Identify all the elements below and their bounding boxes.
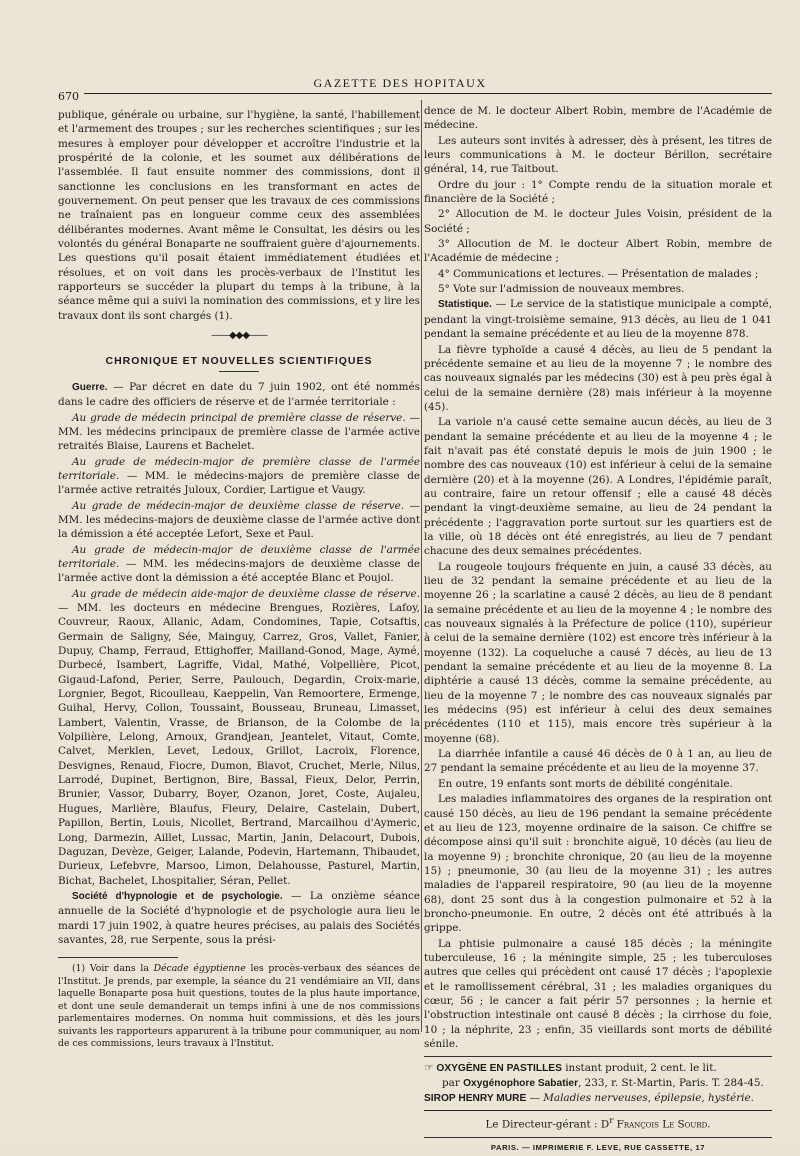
grade-paragraph-1 <box>58 411 420 454</box>
footnote-title: Décade égyptienne <box>153 963 246 975</box>
footnote-text: les procès-verbaux des séances de l'Institut. Je prends, par exemple, la séance du 21 vendémiaire an VII, dans laquelle Bonaparte posa huit questions, toutes de la plus haute importance, et dont une seule demanderait un temps infini à une de nos commissions parlementaires modernes. On nomma huit commissions, et dès les jours suivants les rapporteurs apparurent à la tribune pour communiquer, au nom de ces commissions, leurs travaux à l'Institut. <box>58 963 420 1050</box>
paragraph: La phtisie pulmonaire a causé 185 décès ; la méningite tuberculeuse, 16 ; la méningite simple, 25 ; les tuberculoses autres que celles qui précèdent ont causé 17 décès ; l'apoplexie et le ramollissement cérébral, 31 ; les maladies organiques du cœur, 56 ; le cancer a fait périr 57 personnes ; la hernie et l'obstruction intestinale ont causé 8 décès ; la cirrhose du foie, 10 ; la néphrite, 23 ; enfin, 35 vieillards sont morts de débilité sénile. <box>424 937 772 1050</box>
paragraph: Les auteurs sont invités à adresser, dès à présent, les titres de leurs communications à M. le docteur Bérillon, secrétaire général, 14, rue Taitbout. <box>424 134 772 176</box>
grade-paragraph-4 <box>58 543 420 586</box>
grade-paragraph-5 <box>58 587 420 888</box>
hypnology-lead: Société d'hypnologie et de psychologie. <box>72 890 283 902</box>
footnote-rule <box>58 957 178 958</box>
page-number: 670 <box>58 90 79 103</box>
advert-brand: Oxygénophore Sabatier <box>463 1078 579 1090</box>
footnote <box>58 963 420 1051</box>
paragraph: La fièvre typhoïde a causé 4 décès, au lieu de 5 pendant la précédente semaine et au lieu de la moyenne 7 ; le nombre des cas nouveaux signalés par les médecins (30) est à peu près égal à celui de la semaine dernière (28) mais inférieur à la moyenne (45). <box>424 343 772 413</box>
grade-text: — MM. les docteurs en médecine Brengues, Rozières, Lafoy, Couvreur, Raoux, Allanic, Adam, Condomines, Tapie, Cotsaftis, Germain de Saligny, Sée, Mainguy, Carrez, Gros, Vallet, Fanier, Dupuy, Champ, Ferraud, Ettighoffer, Mailland-Gonod, Mage, Aymé, Durbecé, Isambert, Lagriffe, Vidal, Mathé, Volpellière, Picot, Gigaud-Lafond, Perier, Serre, Paulouch, Degardin, Croix-marie, Lorgnier, Begot, Ricoulleau, Kaeppelin, Van Remoortere, Ermenge, Guihal, Hervy, Collon, Toussaint, Bousseau, Bruneau, Limasset, Lambert, Valentin, Vrasse, de Brianson, de la Colombe de la Volpilière, Lelong, Arnoux, Grandjean, Jeantelet, Vitaut, Comte, Calvet, Merklen, Levet, Ledoux, Grillot, Lacroix, Florence, Desvignes, Renaud, Fiocre, Dumon, Blavot, Cruchet, Merle, Nilus, Larrodé, Dupinet, Bertignon, Bire, Bassal, Fieux, Delor, Perrin, Brunier, Vassor, Dubarry, Boyer, Ozanon, Joret, Coste, Aujaleu, Hugues, Marlière, Blaufus, Fleury, Delaire, Castelain, Dubert, Papillon, Bertin, Louis, Nicollet, Bertrand, Marcailhou d'Aymeric, Long, Darmezin, Aillet, Lussac, Martin, Janin, Delacourt, Dubois, Daguzan, Devèze, Geiger, Lalande, Podevin, Hartemann, Thibaudet, Durieux, Lefebvre, Marsoo, Limon, Delahousse, Pasturel, Martin, Bichat, Bachelet, Lhospitalier, Séran, Pellet. <box>58 602 420 887</box>
hypnology-paragraph <box>58 889 420 947</box>
statistics-text: — Le service de la statistique municipale a compté, pendant la vingt-troisième semaine, 913 décès, au lieu de 1 041 pendant la semaine précédente et au lieu de la moyenne 878. <box>424 298 772 341</box>
statistics-paragraph <box>424 297 772 341</box>
paragraph: dence de M. le docteur Albert Robin, membre de l'Académie de médecine. <box>424 105 772 132</box>
advert-text: instant produit, 2 cent. le lit. <box>561 1062 717 1075</box>
paragraph: 2° Allocution de M. le docteur Jules Voisin, président de la Société ; <box>424 208 772 235</box>
guerre-paragraph <box>58 380 420 410</box>
guerre-lead: Guerre. <box>72 381 108 393</box>
paragraph: La rougeole toujours fréquente en juin, a causé 33 décès, au lieu de 32 pendant la semaine précédente et au lieu de la moyenne 26 ; la scarlatine a causé 2 décès, au lieu de 8 pendant la semaine précédente et au lieu de la moyenne 4 ; le nombre des cas nouveaux signalés à la Préfecture de police (110), supérieur à celui de la semaine dernière (102) est encore très inférieur à la moyenne (132). La coqueluche a causé 7 décès, au lieu de 13 pendant la semaine précédente et au lieu de la moyenne 8. La diphtérie a causé 13 décès, comme la semaine précédente, au lieu de la moyenne 7 ; le nombre des cas nouveaux signalés par les médecins (95) est inférieur à celui des deux semaines précédentes (110 et 115), mais encore très supérieur à la moyenne (68). <box>424 560 772 745</box>
paragraph: 3° Allocution de M. le docteur Albert Robin, membre de l'Académie de médecine ; <box>424 238 772 265</box>
paragraph: Ordre du jour : 1° Compte rendu de la situation morale et financière de la Société ; <box>424 178 772 206</box>
advert-text: — Maladies nerveuses, épilepsie, hystérie. <box>526 1092 754 1105</box>
advert-text: par <box>442 1077 464 1090</box>
paragraph: 5° Vote sur l'admission de nouveaux membres. <box>438 283 685 296</box>
grade-text: — MM. les médecins-majors de deuxième classe de l'armée active dont la démission a été acceptée Blanc et Poujol. <box>58 557 420 585</box>
paragraph: Les maladies inflammatoires des organes de la respiration ont causé 150 décès, au lieu de 196 pendant la semaine précédente et au lieu de 123, moyenne ordinaire de la saison. Ce chiffre se décompose ainsi qu'il suit : bronchite aiguë, 10 décès (au lieu de la moyenne 9) ; bronchite chronique, 20 (au lieu de la moyenne 15) ; pneumonie, 30 (au lieu de la moyenne 31) ; les autres maladies de l'appareil respiratoire, 90 (au lieu de la moyenne 68), dont 25 sont dus à la congestion pulmonaire et 52 à la broncho-pneumonie. En outre, 2 décès ont été attribués à la grippe. <box>424 793 772 935</box>
left-column <box>58 108 420 1052</box>
grade-text: — MM. le médecins-majors de première classe de l'armée active retraités Juloux, Cordier, Lartigue et Vaugy. <box>58 469 420 497</box>
grade-title: Au grade de médecin-major de deuxième classe de l'armée territoriale. <box>58 543 420 570</box>
footnote-text: (1) Voir dans la <box>72 963 154 975</box>
heading-rule <box>219 371 259 372</box>
paragraph: La variole n'a causé cette semaine aucun décès, au lieu de 3 pendant la semaine précédente et au lieu de la moyenne 4 ; le fait n'avait pas été constaté depuis le mois de juin 1900 ; le nombre des cas nouveaux (10) est inférieur à celui de la semaine dernière (20) et à la moyenne (26). A Londres, l'épidémie paraît, au contraire, faire un retour offensif ; elle a causé 48 décès pendant la vingt-deuxième semaine, au lieu de 24 pendant la précédente ; l'aggravation porte surtout sur les quartiers est de la ville, où 18 décès ont été enregistrés, au lieu de 7 pendant chacune des deux semaines précédentes. <box>424 416 772 558</box>
grade-title: Au grade de médecin-major de deuxième classe de réserve. <box>72 499 405 512</box>
grade-text: — MM. les médecins-majors de deuxième classe de l'armée active dont la démission a été acceptée Lefort, Sexe et Paul. <box>58 499 420 541</box>
grade-text: — MM. les médecins principaux de première classe de l'armée active retraités Blaise, Laurens et Bachelet. <box>58 411 420 453</box>
gerant-sup: r <box>609 1116 614 1127</box>
ornament-divider: ——◆◆◆—— <box>210 330 268 342</box>
section-heading: CHRONIQUE ET NOUVELLES SCIENTIFIQUES <box>105 354 373 367</box>
advert-sirop <box>424 1091 772 1106</box>
grade-title: Au grade de médecin aide-major de deuxième classe de réserve. <box>72 587 420 600</box>
pointing-hand-icon: ☞ <box>424 1062 434 1075</box>
grade-title: Au grade de médecin principal de première classe de réserve. <box>72 411 406 424</box>
advert-brand: OXYGÈNE EN PASTILLES <box>436 1063 562 1075</box>
printer-imprint: PARIS. — IMPRIMERIE F. LEVE, RUE CASSETTE, 17 <box>424 1137 772 1155</box>
header-rule <box>84 93 772 94</box>
gerant-label: Le Directeur-gérant : D <box>485 1118 610 1131</box>
guerre-text: — Par décret en date du 7 juin 1902, ont été nommés dans le cadre des officiers de réserve et de l'armée territoriale : <box>58 380 420 409</box>
paragraph: 4° Communications et lectures. — Présentation de malades ; <box>438 267 759 280</box>
advert-text: , 233, r. St-Martin, Paris. T. 284-45. <box>578 1077 764 1090</box>
right-column <box>424 104 772 1156</box>
hypnology-text: — La onzième séance annuelle de la Société d'hypnologie et de psychologie aura lieu le mardi 17 juin 1902, à quatre heures précises, au palais des Sociétés savantes, 28, rue Serpente, sous la prési- <box>58 889 420 946</box>
statistics-lead: Statistique. <box>438 299 492 311</box>
advert-brand: SIROP HENRY MURE <box>424 1093 527 1105</box>
advert-rule <box>424 1056 772 1057</box>
running-title: GAZETTE DES HOPITAUX <box>313 76 487 90</box>
advert-oxygene <box>424 1061 772 1076</box>
gerant-name: François Le Sourd. <box>613 1118 711 1131</box>
grade-paragraph-2 <box>58 455 420 498</box>
directeur-gerant <box>424 1110 772 1132</box>
column-divider <box>421 100 422 1032</box>
paragraph: En outre, 19 enfants sont morts de débilité congénitale. <box>438 777 733 790</box>
grade-title: Au grade de médecin-major de première classe de l'armée territoriale. <box>58 455 420 482</box>
intro-paragraph: publique, générale ou urbaine, sur l'hygiène, la santé, l'habillement et l'armement des troupes ; sur les recherches scientifiques ; sur les mesures à employer pour développer et accroître l'industrie et la prospérité de la colonie, et les soumet aux délibérations de l'assemblée. Il faut ensuite nommer des commissions, dont il sanctionne les conclusions en les transformant en actes de gouvernement. On peut penser que les travaux de ces commissions ne traînaient pas en longueur comme ceux des assemblées délibérantes modernes. Avant même le Consultat, les désirs ou les volontés du général Bonaparte ne souffraient guère d'ajournements. Les questions qu'il posait étaient immédiatement étudiées et résolues, et on voit dans les procès-verbaux de l'Institut les rapporteurs se succéder la plupart du temps à la tribune, à la séance même qui a suivi la nomination des commissions, et y lire les travaux dont ils sont chargés (1). <box>58 109 420 322</box>
paragraph: La diarrhée infantile a causé 46 décès de 0 à 1 an, au lieu de 27 pendant la semaine précédente et au lieu de la moyenne 37. <box>424 748 772 775</box>
advert-oxygenophore <box>424 1076 772 1091</box>
grade-paragraph-3 <box>58 499 420 542</box>
